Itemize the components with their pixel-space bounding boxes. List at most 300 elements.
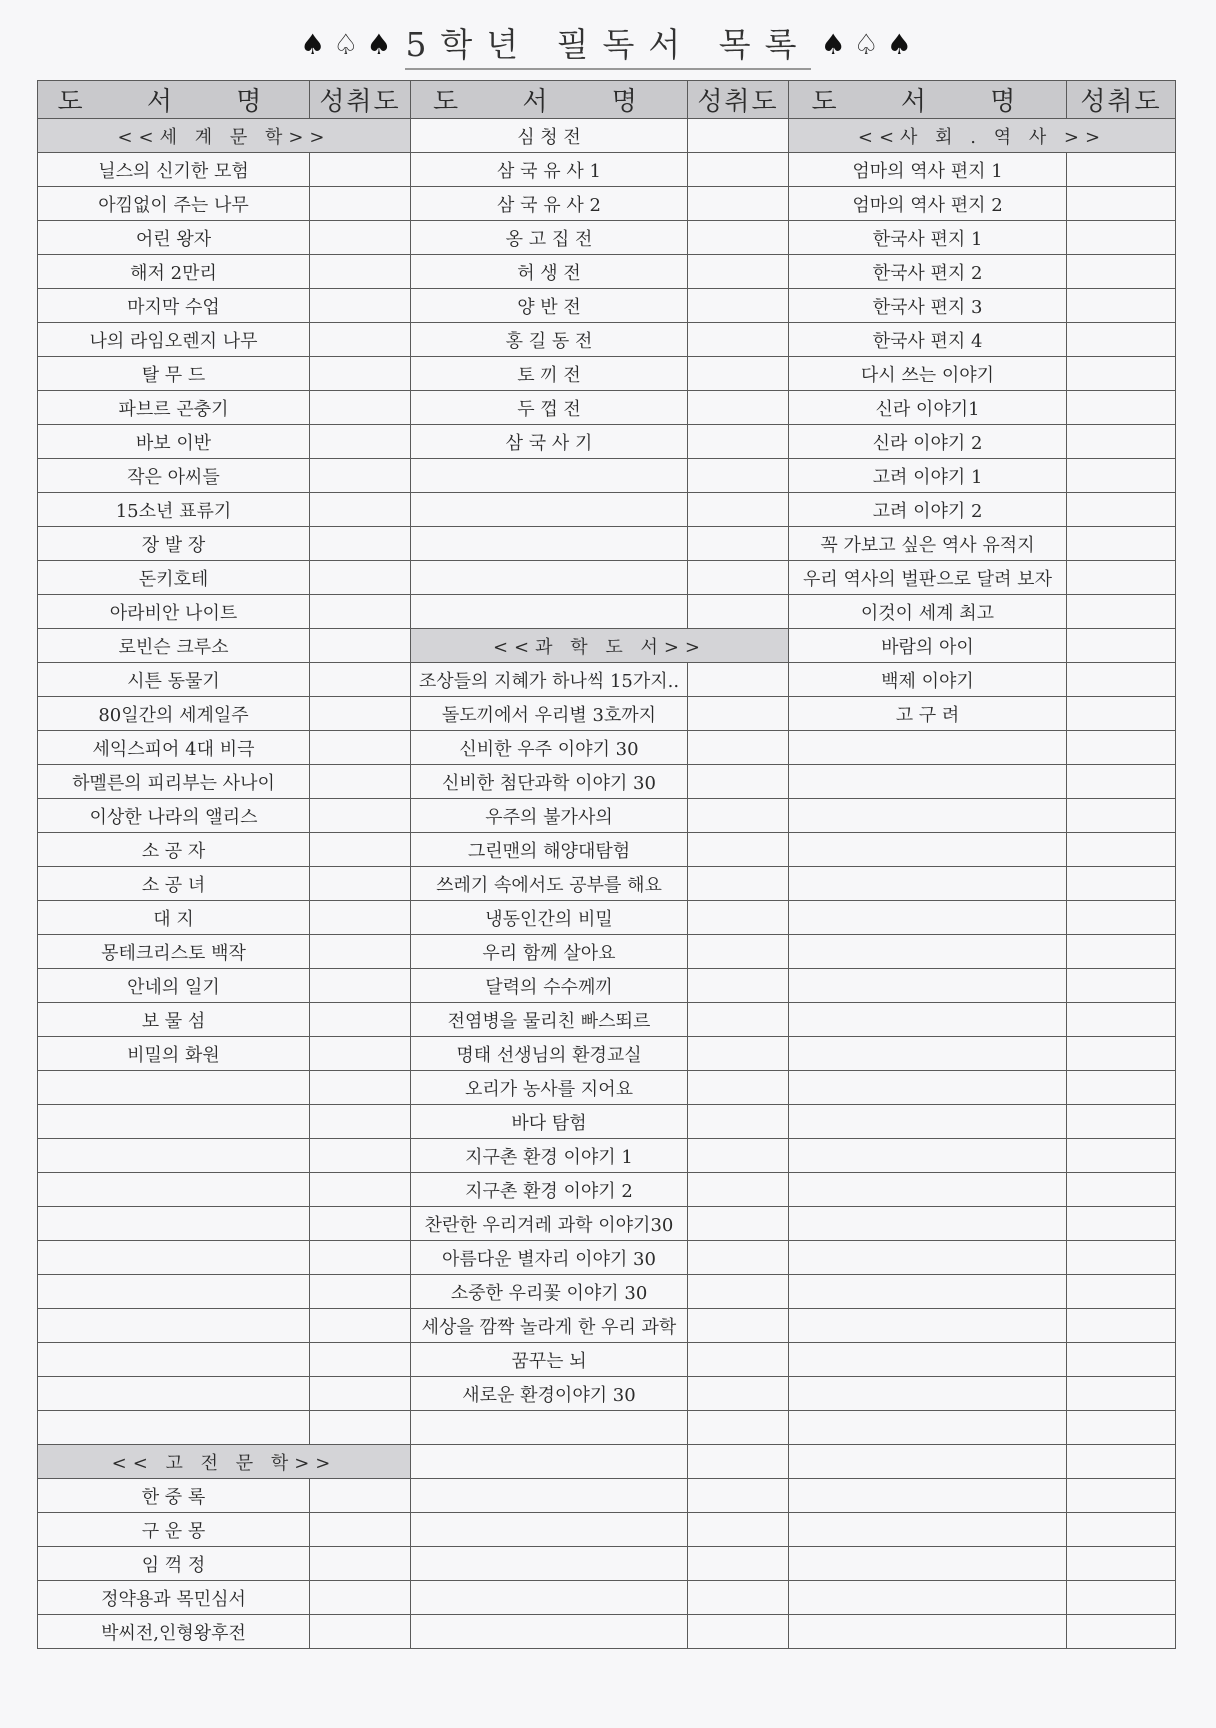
book-title: 우리 역사의 벌판으로 달려 보자 [789, 561, 1067, 595]
book-title [789, 1275, 1067, 1309]
achievement-cell[interactable] [310, 1309, 411, 1343]
book-title [411, 1445, 688, 1479]
table-row [38, 425, 1176, 459]
achievement-cell[interactable] [310, 187, 411, 221]
achievement-cell[interactable] [1067, 1581, 1176, 1615]
book-title [789, 935, 1067, 969]
achievement-cell[interactable] [310, 1105, 411, 1139]
table-row [38, 833, 1176, 867]
book-title [789, 1309, 1067, 1343]
achievement-cell[interactable] [310, 1241, 411, 1275]
achievement-cell[interactable] [1067, 1207, 1176, 1241]
achievement-cell[interactable] [1067, 1105, 1176, 1139]
achievement-cell[interactable] [688, 1309, 789, 1343]
achievement-cell[interactable] [688, 221, 789, 255]
book-title [411, 1411, 688, 1445]
book-title [789, 1139, 1067, 1173]
achievement-cell[interactable] [1067, 799, 1176, 833]
book-title: 쓰레기 속에서도 공부를 해요 [411, 867, 688, 901]
achievement-cell[interactable] [310, 629, 411, 663]
spade-outline-icon: ♤ [333, 27, 363, 61]
table-row [38, 1513, 1176, 1547]
achievement-cell[interactable] [688, 493, 789, 527]
book-title: 세익스피어 4대 비극 [38, 731, 310, 765]
achievement-cell[interactable] [688, 1445, 789, 1479]
achievement-cell[interactable] [688, 425, 789, 459]
achievement-cell[interactable] [1067, 833, 1176, 867]
achievement-cell[interactable] [688, 663, 789, 697]
achievement-cell[interactable] [1067, 357, 1176, 391]
reading-list-table [37, 80, 1176, 1649]
book-title [38, 1105, 310, 1139]
book-title: 닐스의 신기한 모험 [38, 153, 310, 187]
achievement-cell[interactable] [688, 1037, 789, 1071]
book-title [38, 1139, 310, 1173]
achievement-cell[interactable] [1067, 1615, 1176, 1649]
achievement-cell[interactable] [688, 255, 789, 289]
achievement-cell[interactable] [688, 1479, 789, 1513]
book-title [789, 1207, 1067, 1241]
header-row [38, 81, 1176, 119]
achievement-cell[interactable] [1067, 153, 1176, 187]
table-row [38, 1411, 1176, 1445]
table-row [38, 1105, 1176, 1139]
table-row [38, 1003, 1176, 1037]
achievement-cell[interactable] [1067, 391, 1176, 425]
book-title: 우리 함께 살아요 [411, 935, 688, 969]
table-row [38, 765, 1176, 799]
achievement-cell[interactable] [310, 799, 411, 833]
achievement-cell[interactable] [1067, 289, 1176, 323]
book-title [38, 1343, 310, 1377]
book-title: 지구촌 환경 이야기 2 [411, 1173, 688, 1207]
table-row [38, 663, 1176, 697]
book-title: 대 지 [38, 901, 310, 935]
achievement-cell[interactable] [1067, 1343, 1176, 1377]
achievement-cell[interactable] [688, 1071, 789, 1105]
achievement-cell[interactable] [1067, 1377, 1176, 1411]
achievement-cell[interactable] [310, 425, 411, 459]
table-row [38, 697, 1176, 731]
achievement-cell[interactable] [1067, 187, 1176, 221]
achievement-cell[interactable] [688, 731, 789, 765]
book-title: 구 운 몽 [38, 1513, 310, 1547]
achievement-cell[interactable] [1067, 765, 1176, 799]
book-title: 15소년 표류기 [38, 493, 310, 527]
table-row [38, 1377, 1176, 1411]
achievement-cell[interactable] [1067, 1513, 1176, 1547]
achievement-cell[interactable] [310, 697, 411, 731]
achievement-cell[interactable] [310, 833, 411, 867]
book-title [38, 1411, 310, 1445]
table-row [38, 629, 1176, 663]
book-title: 장 발 장 [38, 527, 310, 561]
achievement-cell[interactable] [1067, 459, 1176, 493]
book-title [411, 1581, 688, 1615]
achievement-cell[interactable] [688, 833, 789, 867]
table-row [38, 1581, 1176, 1615]
achievement-cell[interactable] [310, 663, 411, 697]
achievement-cell[interactable] [688, 1173, 789, 1207]
spade-filled-icon: ♠ [300, 27, 330, 61]
book-title [789, 867, 1067, 901]
achievement-cell[interactable] [1067, 1139, 1176, 1173]
achievement-cell[interactable] [310, 1275, 411, 1309]
book-title: 아낌없이 주는 나무 [38, 187, 310, 221]
achievement-cell[interactable] [688, 1139, 789, 1173]
achievement-cell[interactable] [310, 1513, 411, 1547]
book-title: 백제 이야기 [789, 663, 1067, 697]
achievement-cell[interactable] [1067, 901, 1176, 935]
achievement-cell[interactable] [310, 765, 411, 799]
achievement-cell[interactable] [1067, 1037, 1176, 1071]
book-title: 꼭 가보고 싶은 역사 유적지 [789, 527, 1067, 561]
book-title: 한국사 편지 2 [789, 255, 1067, 289]
achievement-cell[interactable] [1067, 1241, 1176, 1275]
achievement-cell[interactable] [310, 1377, 411, 1411]
achievement-cell[interactable] [688, 289, 789, 323]
table-row [38, 935, 1176, 969]
achievement-cell[interactable] [310, 459, 411, 493]
achievement-cell[interactable] [688, 1343, 789, 1377]
book-title [38, 1241, 310, 1275]
table-row [38, 1309, 1176, 1343]
table-row [38, 1615, 1176, 1649]
book-title [789, 1105, 1067, 1139]
table-row [38, 1173, 1176, 1207]
achievement-cell[interactable] [310, 289, 411, 323]
achievement-cell[interactable] [688, 527, 789, 561]
book-name-header: 도 서 명 [789, 81, 1067, 119]
book-title [789, 731, 1067, 765]
book-title [789, 765, 1067, 799]
book-title: 바람의 아이 [789, 629, 1067, 663]
achievement-cell[interactable] [310, 1411, 411, 1445]
achievement-cell[interactable] [688, 697, 789, 731]
book-title: 그린맨의 해양대탐험 [411, 833, 688, 867]
book-title [789, 1003, 1067, 1037]
book-title [789, 901, 1067, 935]
achievement-cell[interactable] [688, 1581, 789, 1615]
book-title: 한 중 록 [38, 1479, 310, 1513]
book-title: 로빈슨 크루소 [38, 629, 310, 663]
book-title [411, 1479, 688, 1513]
book-title: 소 공 녀 [38, 867, 310, 901]
achievement-cell[interactable] [1067, 595, 1176, 629]
book-title: 옹 고 집 전 [411, 221, 688, 255]
table-row [38, 289, 1176, 323]
achievement-cell[interactable] [1067, 1003, 1176, 1037]
book-title: 돌도끼에서 우리별 3호까지 [411, 697, 688, 731]
achievement-cell[interactable] [688, 901, 789, 935]
achievement-cell[interactable] [688, 187, 789, 221]
achievement-cell[interactable] [688, 867, 789, 901]
achievement-cell[interactable] [688, 119, 789, 153]
achievement-cell[interactable] [1067, 1547, 1176, 1581]
book-title: 오리가 농사를 지어요 [411, 1071, 688, 1105]
achievement-cell[interactable] [1067, 697, 1176, 731]
achievement-cell[interactable] [310, 357, 411, 391]
book-title [789, 1037, 1067, 1071]
achievement-cell[interactable] [310, 255, 411, 289]
achievement-cell[interactable] [1067, 1411, 1176, 1445]
achievement-cell[interactable] [1067, 1173, 1176, 1207]
book-title [789, 833, 1067, 867]
book-title: 조상들의 지혜가 하나씩 15가지.. [411, 663, 688, 697]
achievement-cell[interactable] [688, 1105, 789, 1139]
book-title: 지구촌 환경 이야기 1 [411, 1139, 688, 1173]
achievement-cell[interactable] [1067, 731, 1176, 765]
table-row [38, 527, 1176, 561]
book-title: 소중한 우리꽃 이야기 30 [411, 1275, 688, 1309]
book-title: 몽테크리스토 백작 [38, 935, 310, 969]
achievement-cell[interactable] [1067, 1071, 1176, 1105]
achievement-cell[interactable] [688, 1615, 789, 1649]
book-title: 허 생 전 [411, 255, 688, 289]
book-title: 임 꺽 정 [38, 1547, 310, 1581]
table-row [38, 1547, 1176, 1581]
achievement-cell[interactable] [310, 1139, 411, 1173]
section-header: <<세 계 문 학>> [38, 119, 411, 153]
book-title [411, 459, 688, 493]
achievement-cell[interactable] [310, 867, 411, 901]
book-title [789, 1071, 1067, 1105]
book-title: 고려 이야기 2 [789, 493, 1067, 527]
achievement-cell[interactable] [688, 1207, 789, 1241]
table-row [38, 1445, 1176, 1479]
achievement-cell[interactable] [1067, 1445, 1176, 1479]
achievement-cell[interactable] [688, 1003, 789, 1037]
achievement-cell[interactable] [310, 935, 411, 969]
book-title: 찬란한 우리겨레 과학 이야기30 [411, 1207, 688, 1241]
achievement-cell[interactable] [688, 561, 789, 595]
table-row [38, 357, 1176, 391]
achievement-cell[interactable] [688, 595, 789, 629]
book-title: 삼 국 사 기 [411, 425, 688, 459]
book-title: 세상을 깜짝 놀라게 한 우리 과학 [411, 1309, 688, 1343]
achievement-header: 성취도 [310, 81, 411, 119]
section-header: << 고 전 문 학>> [38, 1445, 411, 1479]
book-title [789, 1377, 1067, 1411]
achievement-cell[interactable] [310, 1581, 411, 1615]
book-title: 소 공 자 [38, 833, 310, 867]
book-title: 냉동인간의 비밀 [411, 901, 688, 935]
book-title: 토 끼 전 [411, 357, 688, 391]
book-title: 달력의 수수께끼 [411, 969, 688, 1003]
table-row [38, 561, 1176, 595]
book-title: 신라 이야기1 [789, 391, 1067, 425]
book-title [38, 1207, 310, 1241]
book-title: 다시 쓰는 이야기 [789, 357, 1067, 391]
achievement-cell[interactable] [310, 1479, 411, 1513]
achievement-cell[interactable] [688, 1241, 789, 1275]
book-title [789, 1547, 1067, 1581]
achievement-cell[interactable] [1067, 935, 1176, 969]
achievement-cell[interactable] [310, 1343, 411, 1377]
book-title: 이것이 세계 최고 [789, 595, 1067, 629]
achievement-cell[interactable] [1067, 629, 1176, 663]
book-title: 삼 국 유 사 2 [411, 187, 688, 221]
achievement-cell[interactable] [310, 323, 411, 357]
book-title [411, 493, 688, 527]
book-title [411, 1513, 688, 1547]
book-title: 홍 길 동 전 [411, 323, 688, 357]
achievement-cell[interactable] [1067, 1275, 1176, 1309]
achievement-cell[interactable] [1067, 1479, 1176, 1513]
achievement-header: 성취도 [1067, 81, 1176, 119]
table-row [38, 1343, 1176, 1377]
book-title [789, 1513, 1067, 1547]
achievement-cell[interactable] [688, 1513, 789, 1547]
spade-filled-icon: ♠ [886, 27, 916, 61]
book-title: 정약용과 목민심서 [38, 1581, 310, 1615]
achievement-cell[interactable] [1067, 493, 1176, 527]
achievement-cell[interactable] [310, 901, 411, 935]
achievement-cell[interactable] [310, 1003, 411, 1037]
book-title: 신라 이야기 2 [789, 425, 1067, 459]
achievement-cell[interactable] [688, 357, 789, 391]
table-row [38, 323, 1176, 357]
book-title: 삼 국 유 사 1 [411, 153, 688, 187]
achievement-cell[interactable] [1067, 561, 1176, 595]
achievement-cell[interactable] [688, 799, 789, 833]
table-row [38, 1275, 1176, 1309]
page-title [0, 18, 1216, 70]
book-title [789, 1343, 1067, 1377]
book-title: 신비한 첨단과학 이야기 30 [411, 765, 688, 799]
achievement-cell[interactable] [688, 1275, 789, 1309]
book-title: 보 물 섬 [38, 1003, 310, 1037]
achievement-cell[interactable] [310, 527, 411, 561]
book-title: 바다 탐험 [411, 1105, 688, 1139]
book-title [38, 1173, 310, 1207]
achievement-cell[interactable] [688, 323, 789, 357]
book-title: 마지막 수업 [38, 289, 310, 323]
table-row [38, 493, 1176, 527]
book-title: 파브르 곤충기 [38, 391, 310, 425]
achievement-cell[interactable] [1067, 527, 1176, 561]
achievement-cell[interactable] [310, 1547, 411, 1581]
book-title: 심 청 전 [411, 119, 688, 153]
book-title: 고려 이야기 1 [789, 459, 1067, 493]
book-title: 돈키호테 [38, 561, 310, 595]
table-row [38, 1241, 1176, 1275]
book-title: 하멜른의 피리부는 사나이 [38, 765, 310, 799]
book-title [789, 1411, 1067, 1445]
book-title [789, 1241, 1067, 1275]
achievement-cell[interactable] [310, 1615, 411, 1649]
book-title: 전염병을 물리친 빠스뙤르 [411, 1003, 688, 1037]
book-title [38, 1309, 310, 1343]
achievement-cell[interactable] [688, 153, 789, 187]
achievement-cell[interactable] [1067, 867, 1176, 901]
spade-outline-icon: ♤ [853, 27, 883, 61]
achievement-cell[interactable] [310, 1173, 411, 1207]
achievement-cell[interactable] [688, 969, 789, 1003]
table-row [38, 595, 1176, 629]
achievement-cell[interactable] [688, 765, 789, 799]
achievement-cell[interactable] [310, 561, 411, 595]
achievement-cell[interactable] [1067, 255, 1176, 289]
achievement-cell[interactable] [1067, 969, 1176, 1003]
achievement-cell[interactable] [1067, 323, 1176, 357]
spade-filled-icon: ♠ [366, 27, 396, 61]
achievement-cell[interactable] [310, 1037, 411, 1071]
table-row [38, 731, 1176, 765]
book-title: 80일간의 세계일주 [38, 697, 310, 731]
book-title: 신비한 우주 이야기 30 [411, 731, 688, 765]
book-cell [411, 1615, 688, 1649]
achievement-cell[interactable] [688, 1377, 789, 1411]
book-title: 이상한 나라의 앨리스 [38, 799, 310, 833]
book-title: 양 반 전 [411, 289, 688, 323]
achievement-cell[interactable] [688, 391, 789, 425]
achievement-cell[interactable] [688, 1547, 789, 1581]
achievement-cell[interactable] [310, 1207, 411, 1241]
achievement-cell[interactable] [688, 935, 789, 969]
book-title: 해저 2만리 [38, 255, 310, 289]
book-title: 탈 무 드 [38, 357, 310, 391]
book-title [411, 1547, 688, 1581]
table-row [38, 255, 1176, 289]
book-title: 한국사 편지 4 [789, 323, 1067, 357]
achievement-cell[interactable] [310, 391, 411, 425]
achievement-cell[interactable] [310, 1071, 411, 1105]
achievement-cell[interactable] [1067, 425, 1176, 459]
book-title: 두 껍 전 [411, 391, 688, 425]
table-row [38, 867, 1176, 901]
title-text: 5학년 필독서 목록 [405, 19, 810, 70]
book-title: 박씨전,인형왕후전 [38, 1615, 310, 1649]
table-row [38, 1037, 1176, 1071]
achievement-cell[interactable] [688, 1411, 789, 1445]
book-title [789, 1581, 1067, 1615]
book-title: 시튼 동물기 [38, 663, 310, 697]
achievement-cell[interactable] [310, 969, 411, 1003]
table-row [38, 221, 1176, 255]
book-title [38, 1275, 310, 1309]
book-title [411, 561, 688, 595]
table-row [38, 459, 1176, 493]
book-title: 한국사 편지 1 [789, 221, 1067, 255]
book-title: 엄마의 역사 편지 1 [789, 153, 1067, 187]
achievement-cell[interactable] [310, 731, 411, 765]
book-title [789, 1479, 1067, 1513]
book-title: 꿈꾸는 뇌 [411, 1343, 688, 1377]
achievement-cell[interactable] [310, 595, 411, 629]
achievement-cell[interactable] [310, 221, 411, 255]
achievement-cell[interactable] [1067, 1309, 1176, 1343]
achievement-cell[interactable] [688, 459, 789, 493]
achievement-cell[interactable] [310, 493, 411, 527]
book-title [789, 1445, 1067, 1479]
achievement-cell[interactable] [1067, 221, 1176, 255]
achievement-cell[interactable] [310, 153, 411, 187]
book-title: 한국사 편지 3 [789, 289, 1067, 323]
book-title: 아라비안 나이트 [38, 595, 310, 629]
book-title [789, 969, 1067, 1003]
table-row [38, 1207, 1176, 1241]
achievement-cell[interactable] [1067, 663, 1176, 697]
achievement-header: 성취도 [688, 81, 789, 119]
book-title: 어린 왕자 [38, 221, 310, 255]
book-title: 엄마의 역사 편지 2 [789, 187, 1067, 221]
book-name-header: 도 서 명 [411, 81, 688, 119]
table-row [38, 799, 1176, 833]
book-title [38, 1377, 310, 1411]
book-title: 우주의 불가사의 [411, 799, 688, 833]
book-title: 명태 선생님의 환경교실 [411, 1037, 688, 1071]
